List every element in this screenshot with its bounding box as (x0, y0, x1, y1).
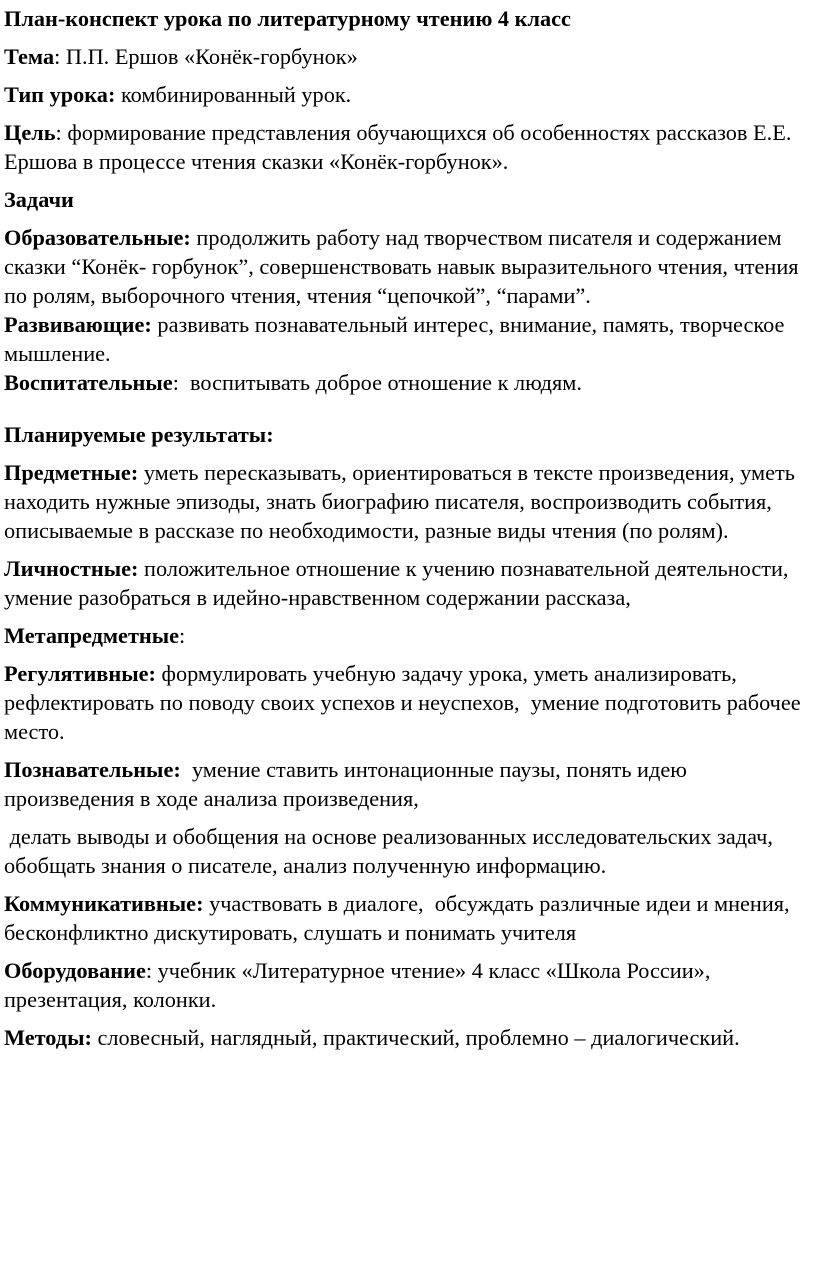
task-developing-text: развивать познавательный интерес, внимание, память, творческое мышление. (4, 312, 790, 366)
result-cognitive-text: умение ставить интонационные паузы, понять идею произведения в ходе анализа произведения, (4, 757, 693, 811)
methods-line (4, 1023, 816, 1052)
result-personal-text: положительное отношение к учению познавательной деятельности, умение разобраться в идейно-нравственном содержании рассказа, (4, 556, 795, 610)
methods-text: словесный, наглядный, практический, проблемно – диалогический. (91, 1025, 740, 1050)
result-regulatory-text: формулировать учебную задачу урока, уметь анализировать, рефлектировать по поводу своих успехов и неуспехов, умение подготовить рабочее место. (4, 661, 807, 744)
task-developing-label: Развивающие: (4, 312, 152, 337)
result-communicative-label: Коммуникативные: (4, 891, 204, 916)
result-communicative (4, 889, 816, 947)
result-personal (4, 554, 816, 612)
result-regulatory-label: Регулятивные: (4, 661, 156, 686)
document-title: План-конспект урока по литературному чтению 4 класс (4, 6, 571, 31)
result-personal-label: Личностные: (4, 556, 139, 581)
result-meta (4, 621, 816, 650)
result-subject-text: уметь пересказывать, ориентироваться в тексте произведения, уметь находить нужные эпизоды, знать биографию писателя, воспроизводить события, описываемые в рассказе по необходимости, разные виды чтения (по ролям). (4, 460, 801, 543)
lesson-type-label: Тип урока: (4, 82, 116, 107)
goal-text: : формирование представления обучающихся об особенностях рассказов Е.Е. Ершова в процессе чтения сказки «Конёк-горбунок». (4, 120, 797, 174)
equipment-label: Оборудование (4, 958, 146, 983)
equipment-text: : учебник «Литературное чтение» 4 класс «Школа России», презентация, колонки. (4, 958, 716, 1012)
goal-line (4, 118, 816, 176)
result-communicative-text: участвовать в диалоге, обсуждать различные идеи и мнения, бесконфликтно дискутировать, слушать и понимать учителя (4, 891, 796, 945)
task-educational (4, 223, 816, 310)
task-upbringing-text: : воспитывать доброе отношение к людям. (172, 370, 582, 395)
task-educational-text: продолжить работу над творчеством писателя и содержанием сказки “Конёк- горбунок”, совершенствовать навык выразительного чтения, чтения по ролям, выборочного чтения, чтения “цепочкой”, “парами”. (4, 225, 805, 308)
task-upbringing-label: Воспитательные (4, 370, 173, 395)
results-heading: Планируемые результаты: (4, 422, 274, 447)
result-meta-label: Метапредметные (4, 623, 180, 648)
topic-text: П.П. Ершов «Конёк-горбунок» (65, 44, 358, 69)
result-cognitive-continued: делать выводы и обобщения на основе реализованных исследовательских задач, обобщать знания о писателе, анализ полученную информацию. (4, 824, 779, 878)
topic-line (4, 42, 816, 71)
lesson-type-line (4, 80, 816, 109)
topic-sep: : (54, 44, 66, 69)
topic-label: Тема (4, 44, 55, 69)
result-subject (4, 458, 816, 545)
task-educational-label: Образовательные: (4, 225, 191, 250)
result-cognitive (4, 755, 816, 813)
task-developing (4, 310, 816, 368)
goal-label: Цель (4, 120, 56, 145)
result-subject-label: Предметные: (4, 460, 139, 485)
result-cognitive-label: Познавательные: (4, 757, 181, 782)
equipment-line (4, 956, 816, 1014)
methods-label: Методы: (4, 1025, 92, 1050)
task-upbringing (4, 368, 816, 397)
lesson-type-text: комбинированный урок. (115, 82, 352, 107)
result-meta-text: : (179, 623, 186, 648)
tasks-heading: Задачи (4, 187, 74, 212)
result-regulatory (4, 659, 816, 746)
